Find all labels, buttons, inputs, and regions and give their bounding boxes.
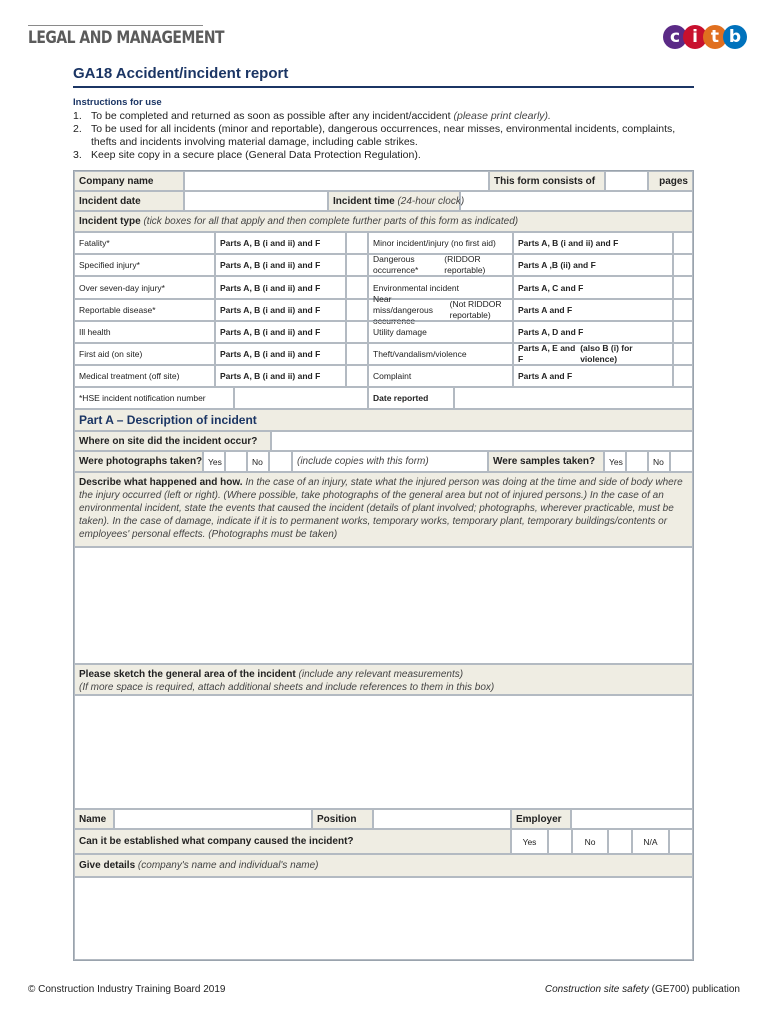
incident-type-parts: Parts A, B (i and ii) and F [215, 365, 346, 387]
instruction-item: 3. Keep site copy in a secure place (General Data Protection Regulation). [73, 149, 421, 161]
incident-type-label: Medical treatment (off site) [74, 365, 215, 387]
caused-na-label: N/A [632, 829, 669, 854]
incident-type-parts: Parts A and F [513, 365, 673, 387]
logo-letter-c: c [663, 25, 687, 49]
incident-type-parts: Parts A, B (i and ii) and F [215, 276, 346, 299]
incident-type-checkbox[interactable] [346, 254, 368, 276]
logo-letter-b: b [723, 25, 747, 49]
brand-rule [28, 25, 203, 26]
incident-type-label: Specified injury* [74, 254, 215, 276]
publication-note: Construction site safety (GE700) publication [544, 984, 740, 995]
incident-time-field[interactable] [460, 191, 693, 211]
pages-count-field[interactable] [605, 171, 648, 191]
give-details-area[interactable] [74, 877, 693, 960]
incident-type-label: Dangerous occurrence* (RIDDOR reportable) [368, 254, 513, 276]
copyright: © Construction Industry Training Board 2019 [28, 984, 226, 995]
incident-type-parts: Parts A, B (i and ii) and F [215, 299, 346, 321]
incident-type-label: Reportable disease* [74, 299, 215, 321]
instruction-item: 1. To be completed and returned as soon as possible after any incident/accident (please print clearly). [73, 110, 551, 122]
photos-taken-label: Were photographs taken? [74, 451, 203, 472]
hse-number-field[interactable] [234, 387, 368, 409]
title-rule [73, 86, 694, 88]
sketch-instructions: Please sketch the general area of the incident (include any relevant measurements) (If more space is required, attach additional sheets and include references to them in this box) [74, 664, 693, 695]
incident-type-label: Theft/vandalism/violence [368, 343, 513, 365]
incident-type-parts: Parts A, B (i and ii) and F [215, 343, 346, 365]
photos-no-label: No [247, 451, 269, 472]
incident-type-label: Over seven-day injury* [74, 276, 215, 299]
company-caused-label: Can it be established what company caused the incident? [74, 829, 511, 854]
incident-type-label: Environmental incident [368, 276, 513, 299]
part-a-title: Part A – Description of incident [74, 409, 693, 431]
where-on-site-label: Where on site did the incident occur? [74, 431, 271, 451]
incident-date-field[interactable] [184, 191, 328, 211]
incident-type-parts: Parts A, B (i and ii) and F [215, 232, 346, 254]
incident-type-parts: Parts A, E and F (also B (i) for violence) [513, 343, 673, 365]
incident-type-checkbox[interactable] [673, 299, 693, 321]
incident-type-parts: Parts A and F [513, 299, 673, 321]
caused-na-checkbox[interactable] [669, 829, 693, 854]
incident-type-label: Utility damage [368, 321, 513, 343]
caused-no-label: No [572, 829, 608, 854]
company-name-label: Company name [74, 171, 184, 191]
instructions-heading: Instructions for use [73, 97, 162, 108]
incident-type-checkbox[interactable] [673, 321, 693, 343]
caused-no-checkbox[interactable] [608, 829, 632, 854]
date-reported-label: Date reported [368, 387, 454, 409]
incident-type-checkbox[interactable] [673, 343, 693, 365]
incident-type-parts: Parts A ,B (ii) and F [513, 254, 673, 276]
citb-logo [667, 25, 747, 49]
caused-yes-checkbox[interactable] [548, 829, 572, 854]
samples-yes-checkbox[interactable] [626, 451, 648, 472]
name-field[interactable] [114, 809, 312, 829]
photos-yes-label: Yes [203, 451, 225, 472]
photos-yes-checkbox[interactable] [225, 451, 247, 472]
incident-type-label: Near miss/dangerous occurrence (Not RIDDOR reportable) [368, 299, 513, 321]
incident-type-checkbox[interactable] [673, 365, 693, 387]
samples-no-checkbox[interactable] [670, 451, 693, 472]
incident-type-parts: Parts A, D and F [513, 321, 673, 343]
incident-type-label: First aid (on site) [74, 343, 215, 365]
incident-type-parts: Parts A, C and F [513, 276, 673, 299]
sketch-area[interactable] [74, 695, 693, 809]
incident-type-checkbox[interactable] [673, 276, 693, 299]
samples-no-label: No [648, 451, 670, 472]
incident-date-label: Incident date [74, 191, 184, 211]
where-on-site-field[interactable] [271, 431, 693, 451]
incident-type-checkbox[interactable] [346, 321, 368, 343]
incident-type-checkbox[interactable] [346, 232, 368, 254]
incident-type-checkbox[interactable] [346, 276, 368, 299]
incident-type-parts: Parts A, B (i and ii) and F [215, 254, 346, 276]
page-title: GA18 Accident/incident report [73, 65, 289, 82]
pages-label: pages [648, 171, 693, 191]
samples-taken-label: Were samples taken? [488, 451, 604, 472]
incident-type-parts: Parts A, B (i and ii) and F [513, 232, 673, 254]
employer-label: Employer [511, 809, 571, 829]
samples-yes-label: Yes [604, 451, 626, 472]
company-name-field[interactable] [184, 171, 489, 191]
instructions-list [73, 110, 693, 162]
incident-time-label: Incident time (24-hour clock) [328, 191, 460, 211]
incident-type-checkbox[interactable] [673, 232, 693, 254]
hse-number-label: *HSE incident notification number [74, 387, 234, 409]
incident-type-checkbox[interactable] [673, 254, 693, 276]
photos-no-checkbox[interactable] [269, 451, 292, 472]
logo-letter-t: t [703, 25, 727, 49]
incident-type-checkbox[interactable] [346, 299, 368, 321]
incident-type-label: Complaint [368, 365, 513, 387]
describe-text-area[interactable] [74, 547, 693, 664]
date-reported-field[interactable] [454, 387, 693, 409]
incident-type-label: Minor incident/injury (no first aid) [368, 232, 513, 254]
incident-type-parts: Parts A, B (i and ii) and F [215, 321, 346, 343]
incident-type-label: Ill health [74, 321, 215, 343]
brand-heading: LEGAL AND MANAGEMENT [28, 28, 225, 48]
incident-type-checkbox[interactable] [346, 343, 368, 365]
instruction-item: 2. To be used for all incidents (minor and reportable), dangerous occurrences, near misses, environmental incidents, complaints, thefts and incidents involving material damage, including cable strikes. [73, 123, 676, 148]
position-field[interactable] [373, 809, 511, 829]
form-pages-label: This form consists of [489, 171, 605, 191]
position-label: Position [312, 809, 373, 829]
name-label: Name [74, 809, 114, 829]
incident-type-label: Fatality* [74, 232, 215, 254]
include-copies-note: (include copies with this form) [292, 451, 488, 472]
employer-field[interactable] [571, 809, 693, 829]
give-details-label: Give details (company's name and individual's name) [74, 854, 693, 877]
incident-type-header: Incident type (tick boxes for all that apply and then complete further parts of this form as indicated) [74, 211, 693, 232]
logo-letter-i: i [683, 25, 707, 49]
caused-yes-label: Yes [511, 829, 548, 854]
incident-type-checkbox[interactable] [346, 365, 368, 387]
describe-instructions: Describe what happened and how. In the case of an injury, state what the injured person was doing at the time and side of body where the injury occurred (left or right). (Where possible, take photographs of the general area but not of injured persons.) In the case of an environmental incident, state the events that caused the incident (details of plant involved; photographs, wherever practicable, must be taken). In the case of damage, indicate if it is to permanent works, temporary works, temporary plant, temporary buildings/contents or employees' personal effects. (Photographs must be taken) [74, 472, 693, 547]
incident-form [73, 170, 694, 961]
